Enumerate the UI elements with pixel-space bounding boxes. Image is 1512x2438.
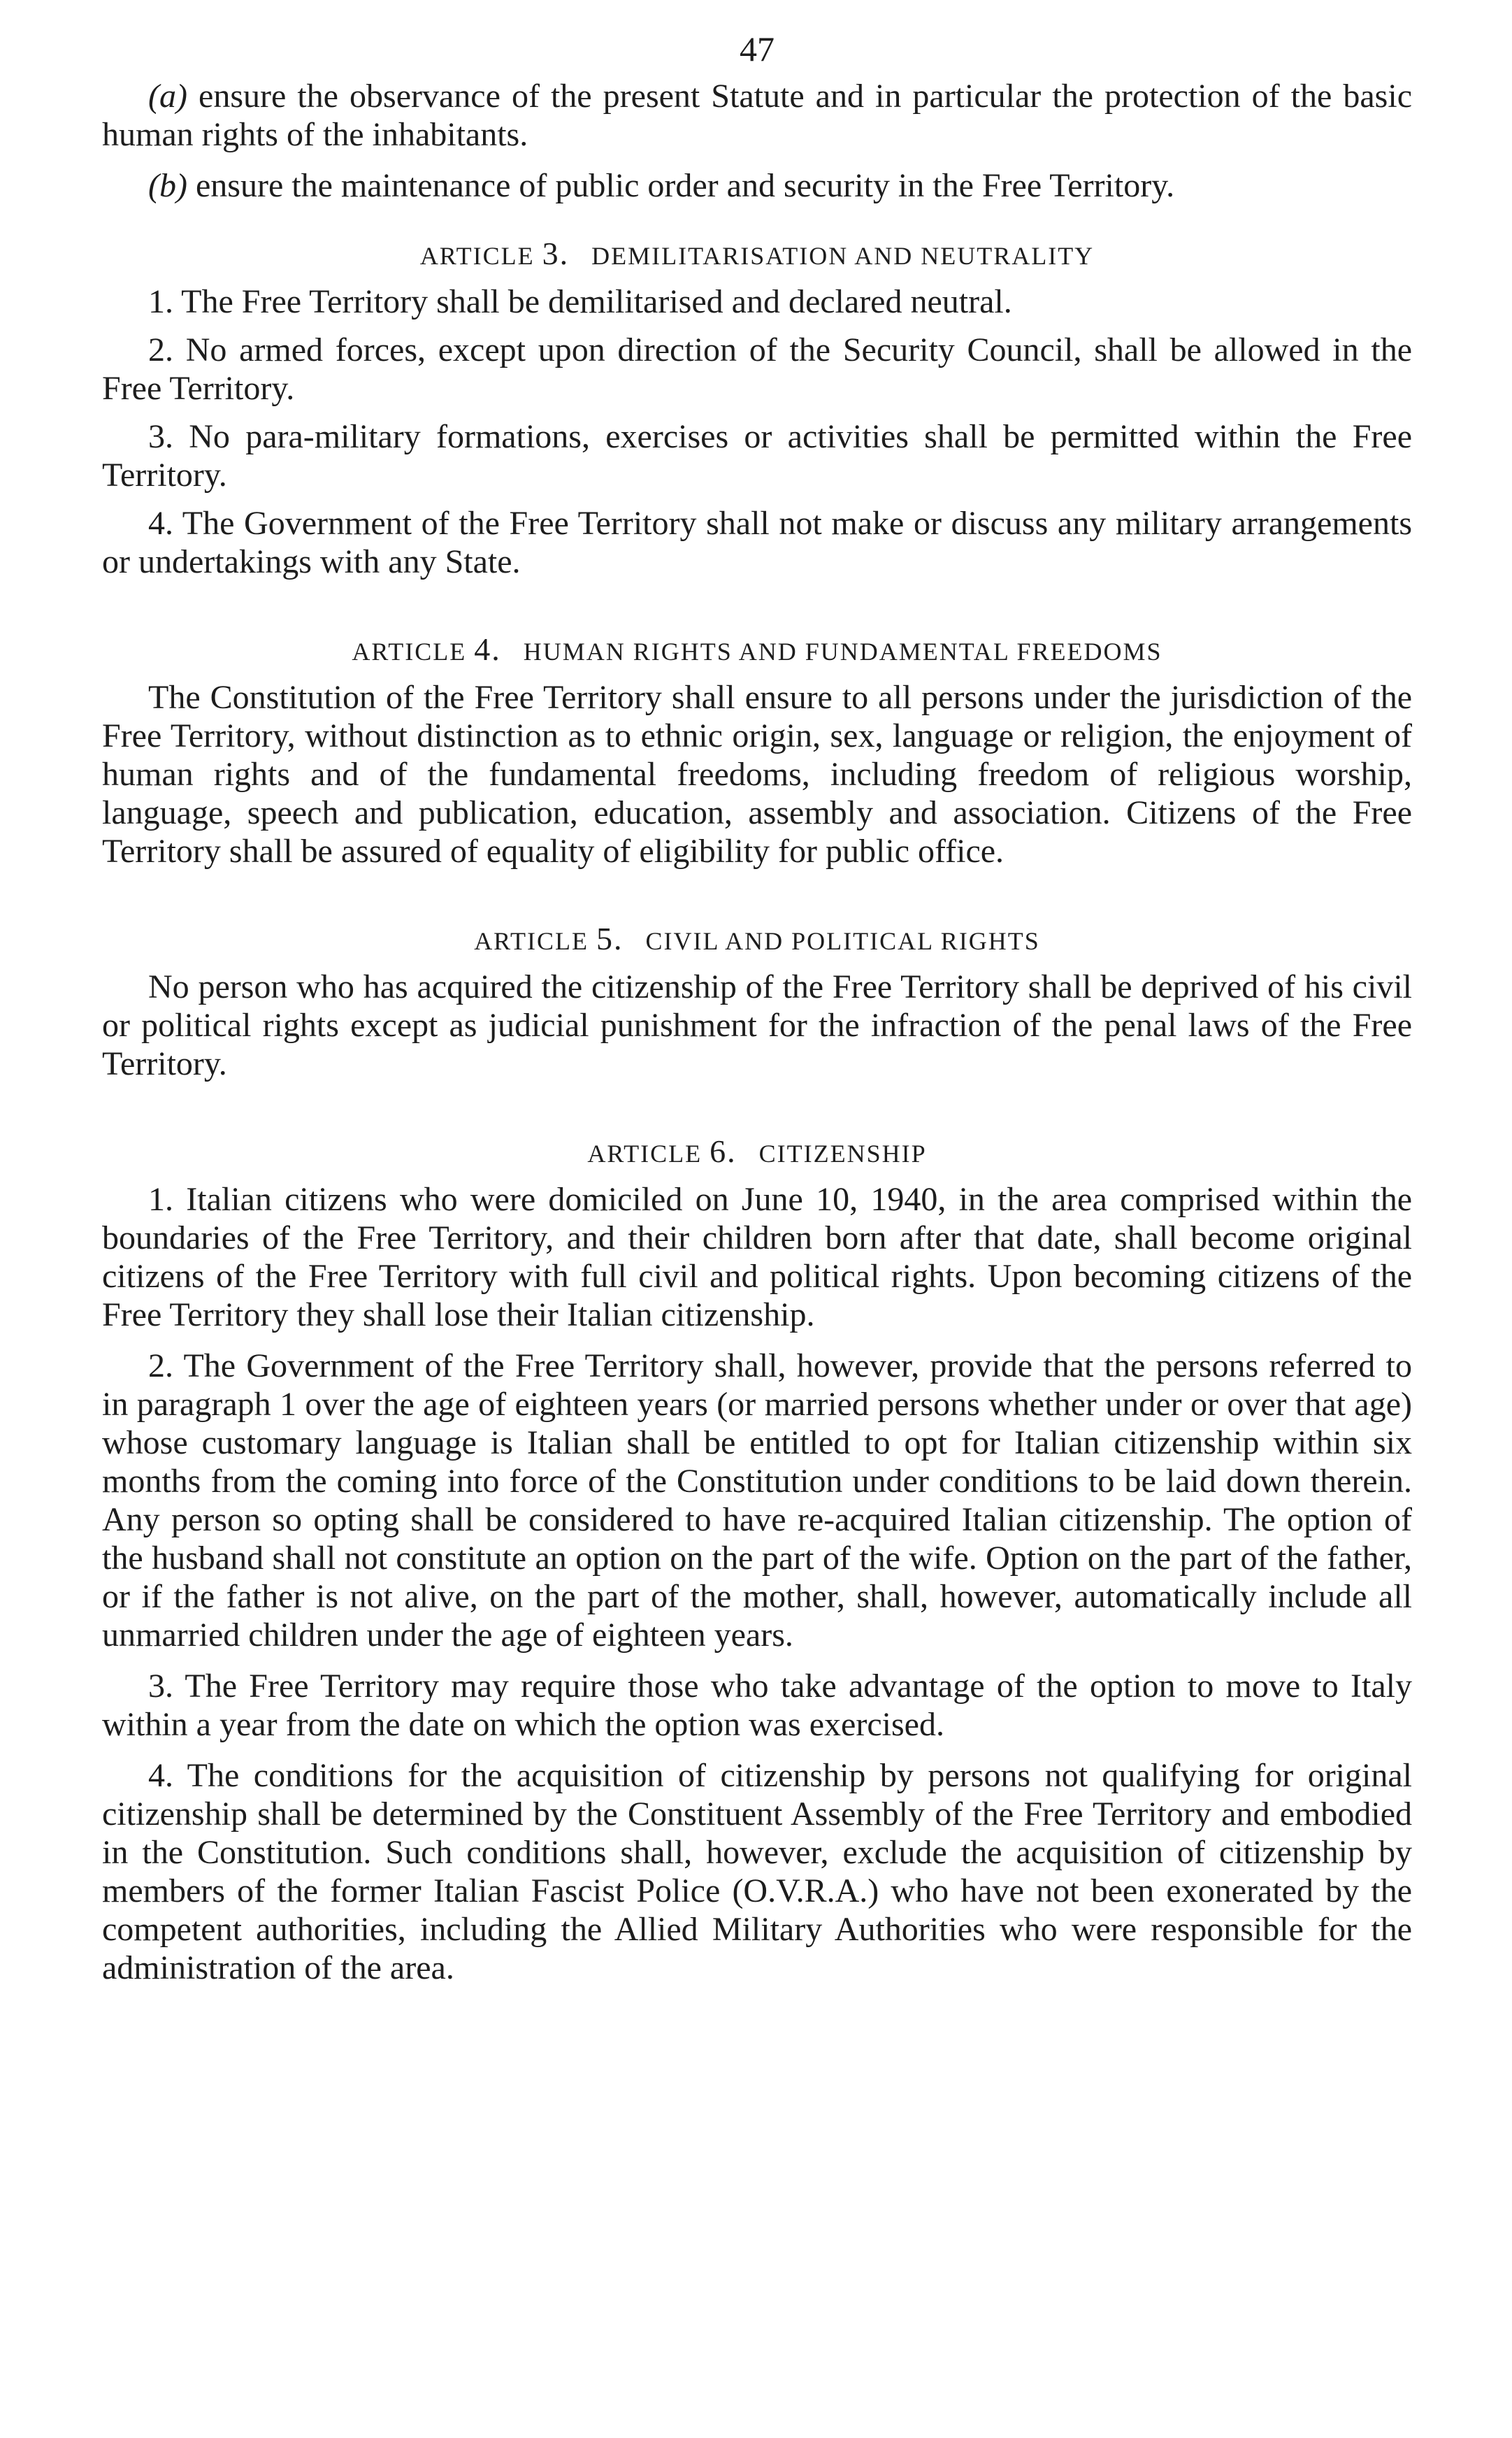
article-6-paragraph-2: 2. The Government of the Free Territory shall, however, provide that the persons referred to in paragraph 1 over the age of eighteen years (or married persons whether under or over that age) whose customary language is Italian shall be entitled to opt for Italian citizenship within six months from the coming into force of the Constitution under conditions to be laid down therein. Any person so opting shall be considered to have re-acquired Italian citizenship. The option of the husband shall not constitute an option on the part of the wife. Option on the part of the father, or if the father is not alive, on the part of the mother, shall, however, automatically include all unmarried children under the age of eighteen years.: [102, 1347, 1412, 1654]
clause-label-a: (a): [148, 78, 187, 115]
article-3-paragraph-1: 1. The Free Territory shall be demilitarised and declared neutral.: [148, 283, 1012, 320]
article-6-heading: [102, 1135, 1412, 1170]
article-4-title: HUMAN RIGHTS AND FUNDAMENTAL FREEDOMS: [523, 638, 1162, 666]
article-6-paragraph-1: 1. Italian citizens who were domiciled on June 10, 1940, in the area comprised within the boundaries of the Free Territory, and their children born after that date, shall become original citizens of the Free Territory with full civil and political rights. Upon becoming citizens of the Free Territory they shall lose their Italian citizenship.: [102, 1181, 1412, 1333]
article-4-number: 4.: [474, 631, 501, 667]
article-6-title: CITIZENSHIP: [758, 1140, 927, 1168]
article-6-label: ARTICLE: [587, 1140, 703, 1168]
article-4-label: ARTICLE: [352, 638, 467, 666]
article-3-heading: [102, 237, 1412, 273]
article-5-label: ARTICLE: [474, 927, 589, 955]
article-6-number: 6.: [710, 1133, 737, 1169]
article-5-paragraph-1: No person who has acquired the citizenship of the Free Territory shall be deprived of his civil or political rights except as judicial punishment for the infraction of the penal laws of the Free Territory.: [102, 968, 1412, 1082]
article-3-number: 3.: [542, 236, 570, 271]
article-4-heading: [102, 633, 1412, 668]
clause-text-a: ensure the observance of the present Statute and in particular the protection of the basic human rights of the inhabitants.: [102, 78, 1412, 153]
article-3-paragraph-3: 3. No para-military formations, exercises or activities shall be permitted within the Free Territory.: [102, 418, 1412, 494]
article-4-paragraph-1: The Constitution of the Free Territory shall ensure to all persons under the jurisdiction of the Free Territory, without distinction as to ethnic origin, sex, language or religion, the enjoyment of human rights and of the fundamental freedoms, including freedom of religious worship, language, speech and publication, education, assembly and association. Citizens of the Free Territory shall be assured of equality of eligibility for public office.: [102, 679, 1412, 870]
article-5-title: CIVIL AND POLITICAL RIGHTS: [645, 927, 1040, 955]
clause-label-b: (b): [148, 167, 187, 204]
article-6-paragraph-4: 4. The conditions for the acquisition of citizenship by persons not qualifying for original citizenship shall be determined by the Constituent Assembly of the Free Territory and embodied in the Constitution. Such conditions shall, however, exclude the acquisition of citizenship by members of the former Italian Fascist Police (O.V.R.A.) who have not been exonerated by the competent authorities, including the Allied Military Authorities who were responsible for the administration of the area.: [102, 1757, 1412, 1986]
intro-clause-b: [102, 166, 1412, 205]
page-number: 47: [740, 29, 775, 69]
article-5-heading: [102, 922, 1412, 958]
intro-clause-a: [102, 77, 1412, 154]
document-page: [102, 28, 1412, 1987]
article-3-label: ARTICLE: [419, 242, 535, 270]
article-5-number: 5.: [596, 921, 624, 956]
article-6-paragraph-3: 3. The Free Territory may require those who take advantage of the option to move to Italy within a year from the date on which the option was exercised.: [102, 1668, 1412, 1743]
article-3-paragraph-4: 4. The Government of the Free Territory shall not make or discuss any military arrangements or undertakings with any State.: [102, 505, 1412, 580]
article-3-paragraph-2: 2. No armed forces, except upon direction of the Security Council, shall be allowed in the Free Territory.: [102, 331, 1412, 407]
article-3-title: DEMILITARISATION AND NEUTRALITY: [591, 242, 1095, 270]
clause-text-b: ensure the maintenance of public order and security in the Free Territory.: [187, 167, 1175, 204]
